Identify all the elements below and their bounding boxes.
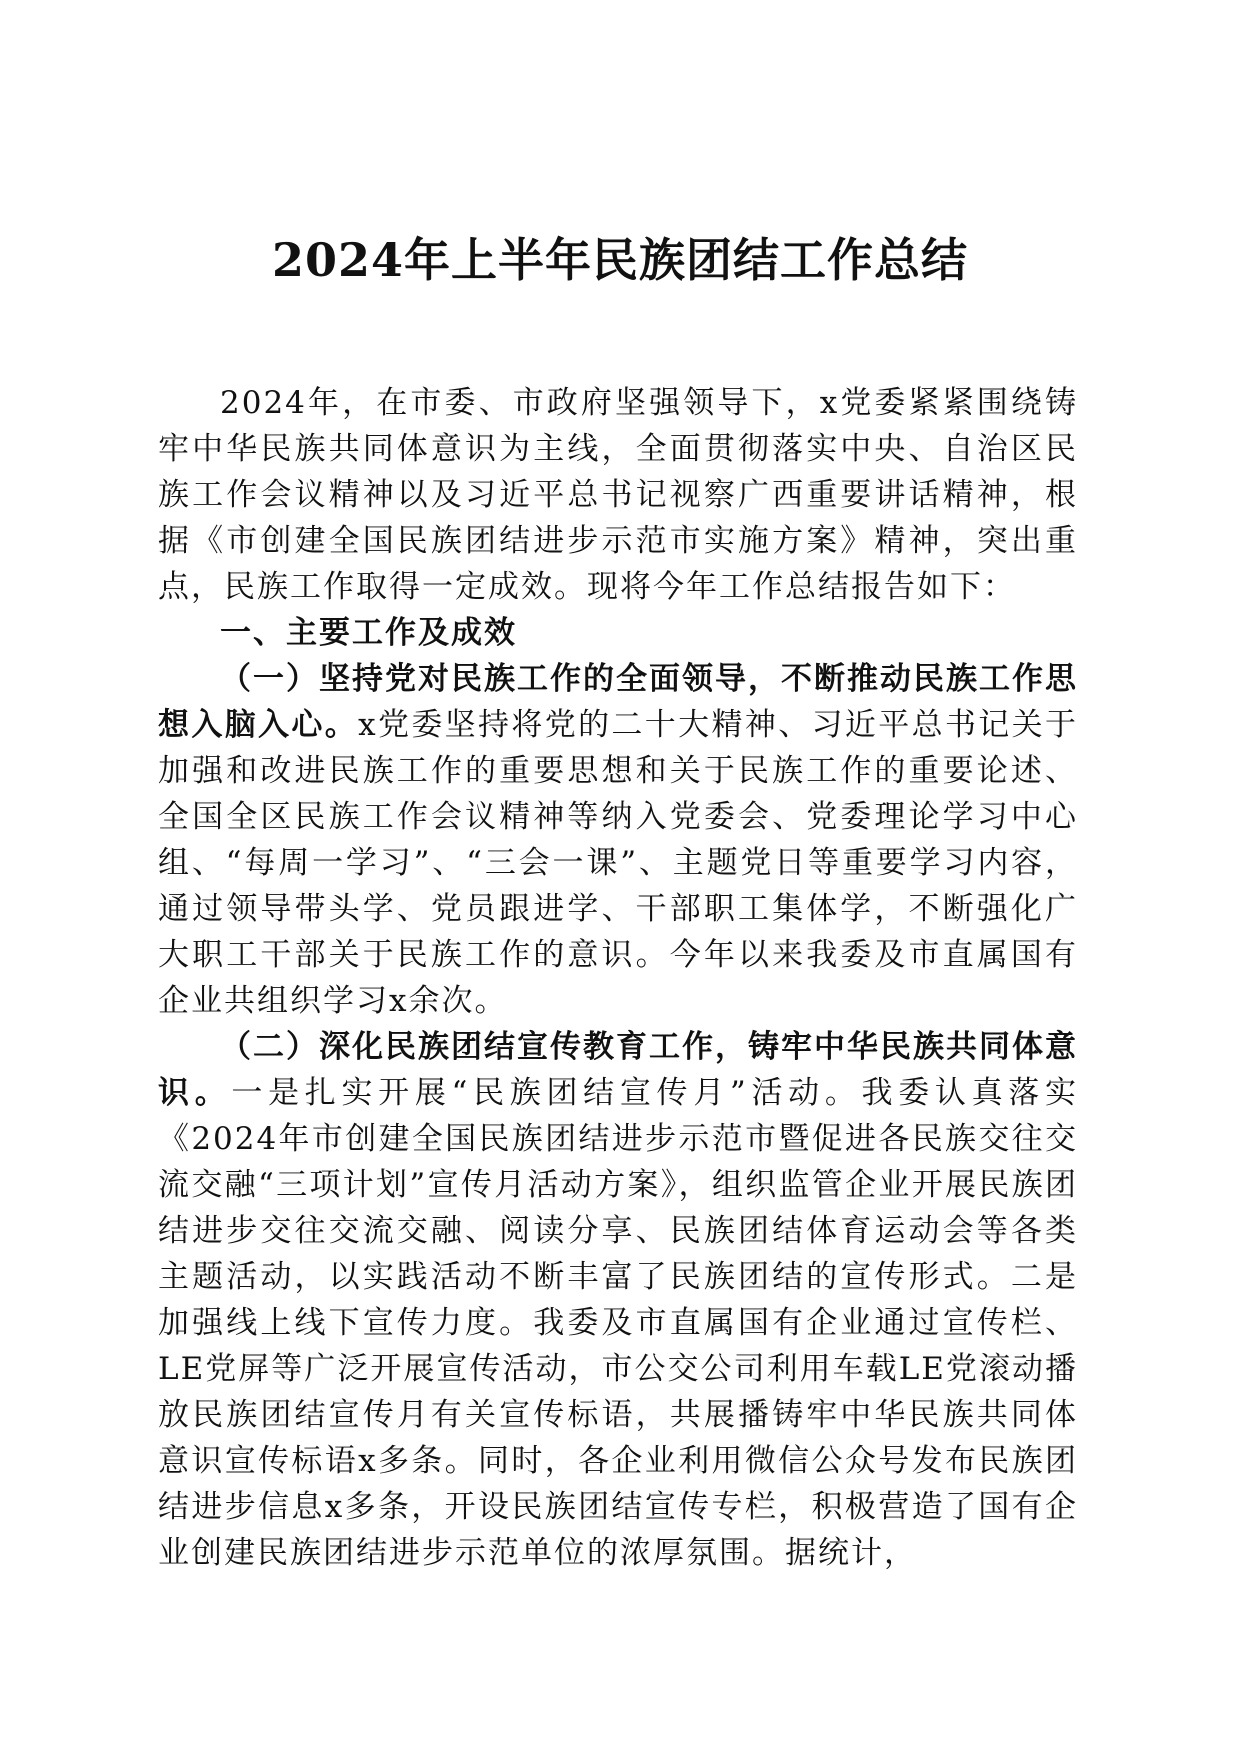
item1-body: x党委坚持将党的二十大精神、习近平总书记关于加强和改进民族工作的重要思想和关于民族工作的重要论述、全国全区民族工作会议精神等纳入党委会、党委理论学习中心组、“每周一学习”、“三会一课”、主题党日等重要学习内容，通过领导带头学、党员跟进学、干部职工集体学，不断强化广大职工干部关于民族工作的意识。今年以来我委及市直属国有企业共组织学习x余次。 bbox=[158, 707, 1079, 1019]
item2-heading: （二）深化民族团结宣传教育工作，铸牢中华民族共同体意识。 bbox=[158, 1029, 1078, 1111]
item2-body: 一是扎实开展“民族团结宣传月”活动。我委认真落实《2024年市创建全国民族团结进步示范市暨促进各民族交往交流交融“三项计划”宣传月活动方案》，组织监管企业开展民族团结进步交往交流交融、阅读分享、民族团结体育运动会等各类主题活动，以实践活动不断丰富了民族团结的宣传形式。二是加强线上线下宣传力度。我委及市直属国有企业通过宣传栏、LE党屏等广泛开展宣传活动，市公交公司利用车载LE党滚动播放民族团结宣传月有关宣传标语，共展播铸牢中华民族共同体意识宣传标语x多条。同时，各企业利用微信公众号发布民族团结进步信息x多条，开设民族团结宣传专栏，积极营造了国有企业创建民族团结进步示范单位的浓厚氛围。据统计， bbox=[158, 1075, 1078, 1571]
item2-paragraph bbox=[158, 1024, 1078, 1576]
item1-paragraph bbox=[158, 656, 1078, 1024]
intro-paragraph: 2024年，在市委、市政府坚强领导下，x党委紧紧围绕铸牢中华民族共同体意识为主线，全面贯彻落实中央、自治区民族工作会议精神以及习近平总书记视察广西重要讲话精神，根据《市创建全国民族团结进步示范市实施方案》精神，突出重点，民族工作取得一定成效。现将今年工作总结报告如下： bbox=[158, 385, 1078, 605]
item1-heading: （一）坚持党对民族工作的全面领导，不断推动民族工作思想入脑入心。 bbox=[158, 661, 1078, 743]
section-heading-main-work: 一、主要工作及成效 bbox=[220, 615, 517, 651]
document-body bbox=[158, 380, 1078, 1576]
document-title: 2024年上半年民族团结工作总结 bbox=[271, 233, 969, 287]
